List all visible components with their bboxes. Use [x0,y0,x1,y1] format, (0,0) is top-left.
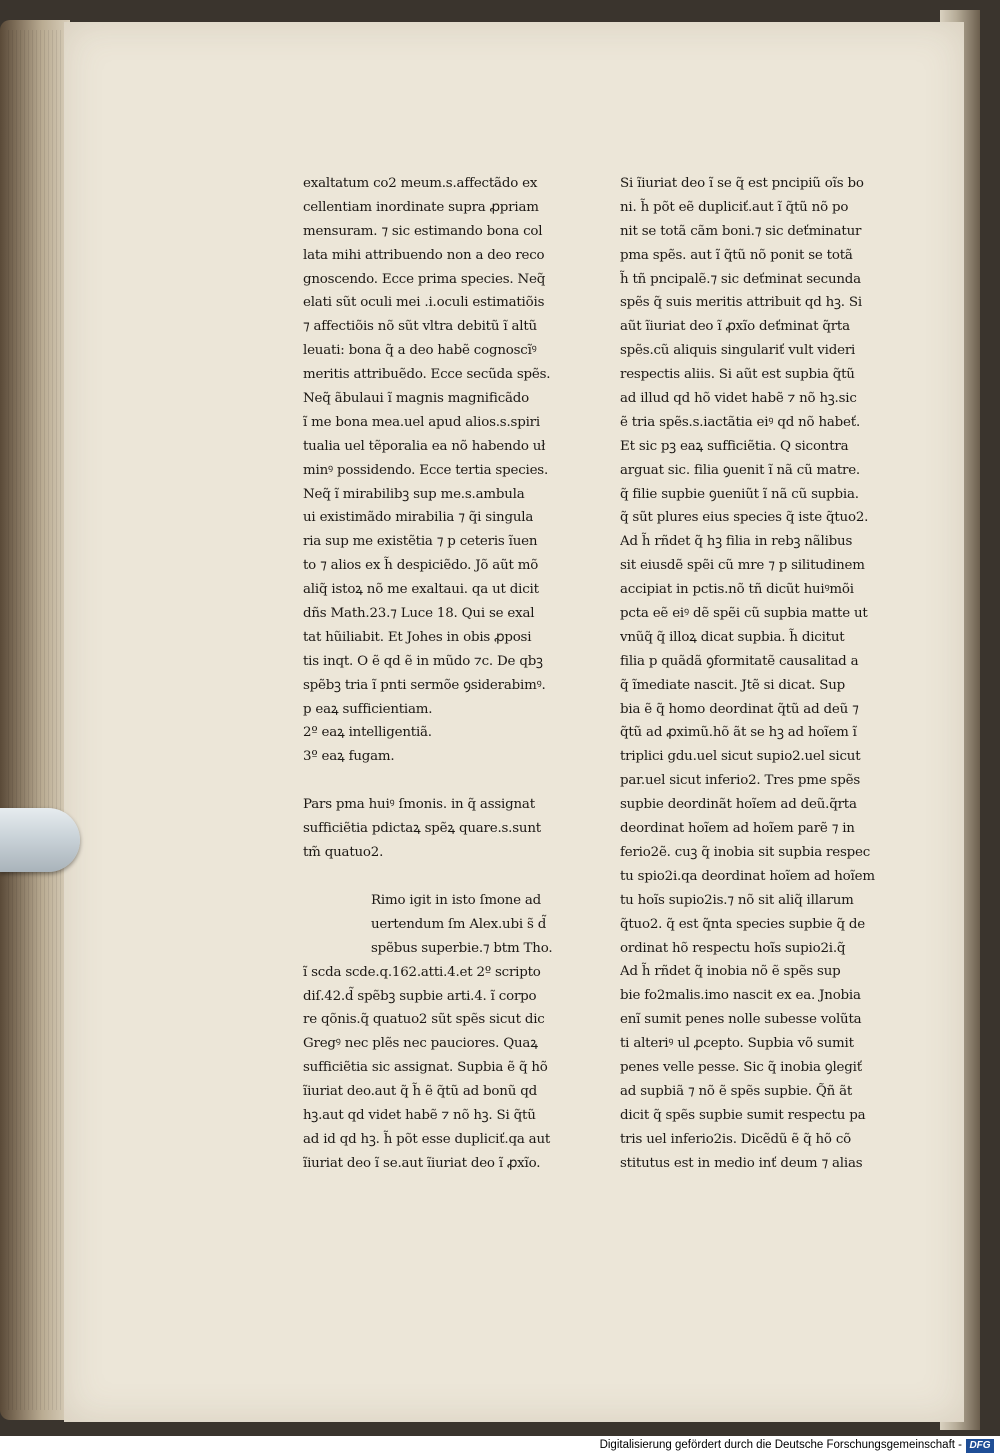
text-line: to ⁊ alios ex h̃ despiciẽdo. Jõ aũt mõ [303,558,539,574]
text-line: ĩ me bona mea.uel apud alios.s.spiri [303,414,540,430]
text-line: ordinat hõ respectu hoĩs supio2i.q̃ [620,940,846,956]
text-line: supbie deordinãt hoĩem ad deũ.q̃rta [620,797,857,813]
text-line: Et sic pꝫ eaꝝ sufficiẽtia. Q sicontra [620,438,849,454]
left-paragraph-3-initial [303,889,603,961]
dfg-logo-icon: DFG [966,1439,994,1453]
text-line: leuati: bona q̃ a deo habẽ cognoscĩꝰ [303,343,537,359]
text-line: spẽbꝫ tria ĩ pnti sermõe ꝯsiderabimꝰ. [303,677,546,693]
text-line: Ad h̃ rñdet q̃ inobia nõ ẽ spẽs sup [620,964,841,980]
text-line: tis inqt. O ẽ qd ẽ in mũdo ⁊c. De qbꝫ [303,653,543,669]
text-line: pma spẽs. aut ĩ q̃tũ nõ ponit se totã [620,247,853,263]
text-line: tu hoĩs supio2is.⁊ nõ sit aliq̃ illarum [620,892,854,908]
text-line: 2º eaꝝ intelligentiã. [303,725,432,741]
text-line: Pars pma huiꝰ ſmonis. in q̃ assignat [303,797,535,813]
text-line: gnoscendo. Ecce prima species. Neq̃ [303,271,546,287]
text-line: ĩiuriat deo ĩ se.aut ĩiuriat deo ĩ ꝓxĩo. [303,1155,541,1171]
text-line: q̃ sũt plures eius species q̃ iste q̃tuo2. [620,510,869,526]
text-line: ni. h̃ põt eẽ dupliciť.aut ĩ q̃tũ nõ po [620,199,849,215]
text-line: vnũq̃ q̃ illoꝝ dicat supbia. h̃ dicitut [620,629,845,645]
paragraph-gap [303,865,603,889]
text-line: spẽbus superbie.⁊ btm Tho. [371,940,553,956]
text-line: tualia uel tẽporalia ea nõ habendo uł [303,438,546,454]
book-page-edges-left [0,20,70,1420]
text-line: ẽ tria spẽs.s.iactãtia eiꝰ qd nõ habeť. [620,414,861,430]
text-line: sufficiẽtia sic assignat. Supbia ẽ q̃ hõ [303,1060,548,1076]
text-line: dicit q̃ spẽs supbie sumit respectu pa [620,1107,866,1123]
text-line: p eaꝝ sufficientiam. [303,701,433,717]
text-line: hꝫ.aut qd videt habẽ ⁊ nõ hꝫ. Si q̃tũ [303,1107,536,1123]
text-line: mensuram. ⁊ sic estimando bona col [303,223,543,239]
right-text-column [620,172,935,1175]
text-line: q̃tũ ad ꝓximũ.hõ ãt se hꝫ ad hoĩem ĩ [620,725,857,741]
text-line: ad id qd hꝫ. h̃ põt esse dupliciť.qa aut [303,1131,551,1147]
footer-credit-text: Digitalisierung gefördert durch die Deutsche Forschungsgemeinschaft - [599,1439,962,1451]
text-line: Si ĩiuriat deo ĩ se q̃ est pncipiũ oĩs bo [620,176,864,191]
text-line: dñs Math.23.⁊ Luce 18. Qui se exal [303,606,535,622]
text-line: ad supbiã ⁊ nõ ẽ spẽs supbie. Q̃ñ ãt [620,1083,853,1099]
text-line: tm̃ quatuo2. [303,845,384,861]
left-paragraph-3-body [303,961,603,1176]
text-line: sit eiusdẽ spẽi cũ mre ⁊ p silitudinem [620,558,865,574]
text-line: aũt ĩiuriat deo ĩ ꝓxĩo deťminat q̃rta [620,319,850,335]
text-line: Rimo igit in isto ſmone ad [371,892,542,908]
footer-bar [0,1436,1000,1456]
text-line: ad illud qd hõ videt habẽ ⁊ nõ hꝫ.sic [620,391,857,407]
text-line: re qõnis.q̃ quatuo2 sũt spẽs sicut dic [303,1012,545,1028]
text-line: spẽs.cũ aliquis singulariť vult videri [620,343,856,359]
text-line: h̃ tñ pncipalẽ.⁊ sic deťminat secunda [620,271,861,287]
text-line: spẽs q̃ suis meritis attribuit qd hꝫ. Si [620,295,862,311]
text-line: Neq̃ ãbulaui ĩ magnis magnificãdo [303,391,530,407]
text-line: bia ẽ q̃ homo deordinat q̃tũ ad deũ ⁊ [620,701,859,717]
text-line: nit se totã cãm boni.⁊ sic deťminatur [620,223,862,239]
text-line: ti alteriꝰ ul ꝓcepto. Supbia võ sumit [620,1036,854,1052]
text-line: triplici gdu.uel sicut supio2.uel sicut [620,749,861,765]
page-stack-stripes [8,30,70,1410]
text-line: Neq̃ ĩ mirabilibꝫ sup me.s.ambula [303,486,525,502]
text-line: respectis aliis. Si aũt est supbia q̃tũ [620,367,855,383]
text-line: elati sũt oculi mei .i.oculi estimatiõis [303,295,545,311]
text-line: exaltatum co2 meum.s.affectãdo ex [303,176,538,191]
text-line: ⁊ affectiõis nõ sũt vltra debitũ ĩ altũ [303,319,537,335]
text-line: lata mihi attribuendo non a deo reco [303,247,545,263]
text-line: tris uel inferio2is. Dicẽdũ ẽ q̃ hõ cõ [620,1131,852,1147]
page-holder-clip [0,808,80,872]
text-line: filia p quãdã ꝯformitatẽ causalitad a [620,653,859,669]
text-line: accipiat in pctis.nõ tñ dicũt huiꝰmõi [620,582,854,598]
text-line: uertendum ſm Alex.ubi s̃ d̃ [371,916,547,932]
text-line: cellentiam inordinate supra ꝓpriam [303,199,539,215]
text-line: meritis attribuẽdo. Ecce secũda spẽs. [303,367,551,383]
text-line: tu spio2i.qa deordinat hoĩem ad hoĩem [620,868,875,884]
text-line: deordinat hoĩem ad hoĩem parẽ ⁊ in [620,821,855,837]
text-line: arguat sic. filia ꝯuenit ĩ nã cũ matre. [620,462,860,478]
left-text-column [303,172,603,1176]
text-line: tat hũiliabit. Et Johes in obis ꝓposi [303,629,532,645]
text-line: pcta eẽ eiꝰ dẽ spẽi cũ supbia matte ut [620,606,868,622]
left-paragraph-1 [303,172,603,769]
text-line: ui existimãdo mirabilia ⁊ q̃i singula [303,510,534,526]
text-line: ferio2ẽ. cuꝫ q̃ inobia sit supbia respec [620,844,871,860]
text-line: par.uel sicut inferio2. Tres pme spẽs [620,773,860,789]
text-line: stitutus est in medio inť deum ⁊ alias [620,1155,863,1171]
text-line: minꝰ possidendo. Ecce tertia species. [303,462,549,478]
text-line: ĩiuriat deo.aut q̃ h̃ ẽ q̃tũ ad bonũ qd [303,1084,537,1100]
text-line: aliq̃ istoꝝ nõ me exaltaui. qa ut dicit [303,582,539,598]
text-line: bie fo2malis.imo nascit ex ea. Jnobia [620,988,861,1004]
text-line: penes velle pesse. Sic q̃ inobia ꝯlegiť [620,1059,862,1075]
text-line: sufficiẽtia pdictaꝝ spẽꝝ quare.s.sunt [303,821,541,837]
text-line: 3º eaꝝ fugam. [303,749,395,765]
text-line: ĩ scda scde.q.162.atti.4.et 2º scripto [303,964,541,980]
text-line: Ad h̃ rñdet q̃ hꝫ filia in rebꝫ nãlibus [620,534,853,550]
text-line: q̃ filie supbie ꝯueniũt ĩ nã cũ supbia. [620,486,859,502]
text-line: Gregꝰ nec plẽs nec pauciores. Quaꝝ [303,1036,538,1052]
text-line: q̃ ĩmediate nascit. Jtẽ si dicat. Sup [620,677,846,693]
text-line: ria sup me existẽtia ⁊ p ceteris ĩuen [303,534,538,550]
text-line: q̃tuo2. q̃ est q̃nta species supbie q̃ de [620,916,865,932]
text-line: enĩ sumit penes nolle subesse volũta [620,1012,862,1028]
right-paragraph [620,172,935,1175]
text-line: diſ.42.d̃ spẽbꝫ supbie arti.4. ĩ corpo [303,988,537,1004]
left-paragraph-2 [303,793,603,865]
paragraph-gap [303,769,603,793]
